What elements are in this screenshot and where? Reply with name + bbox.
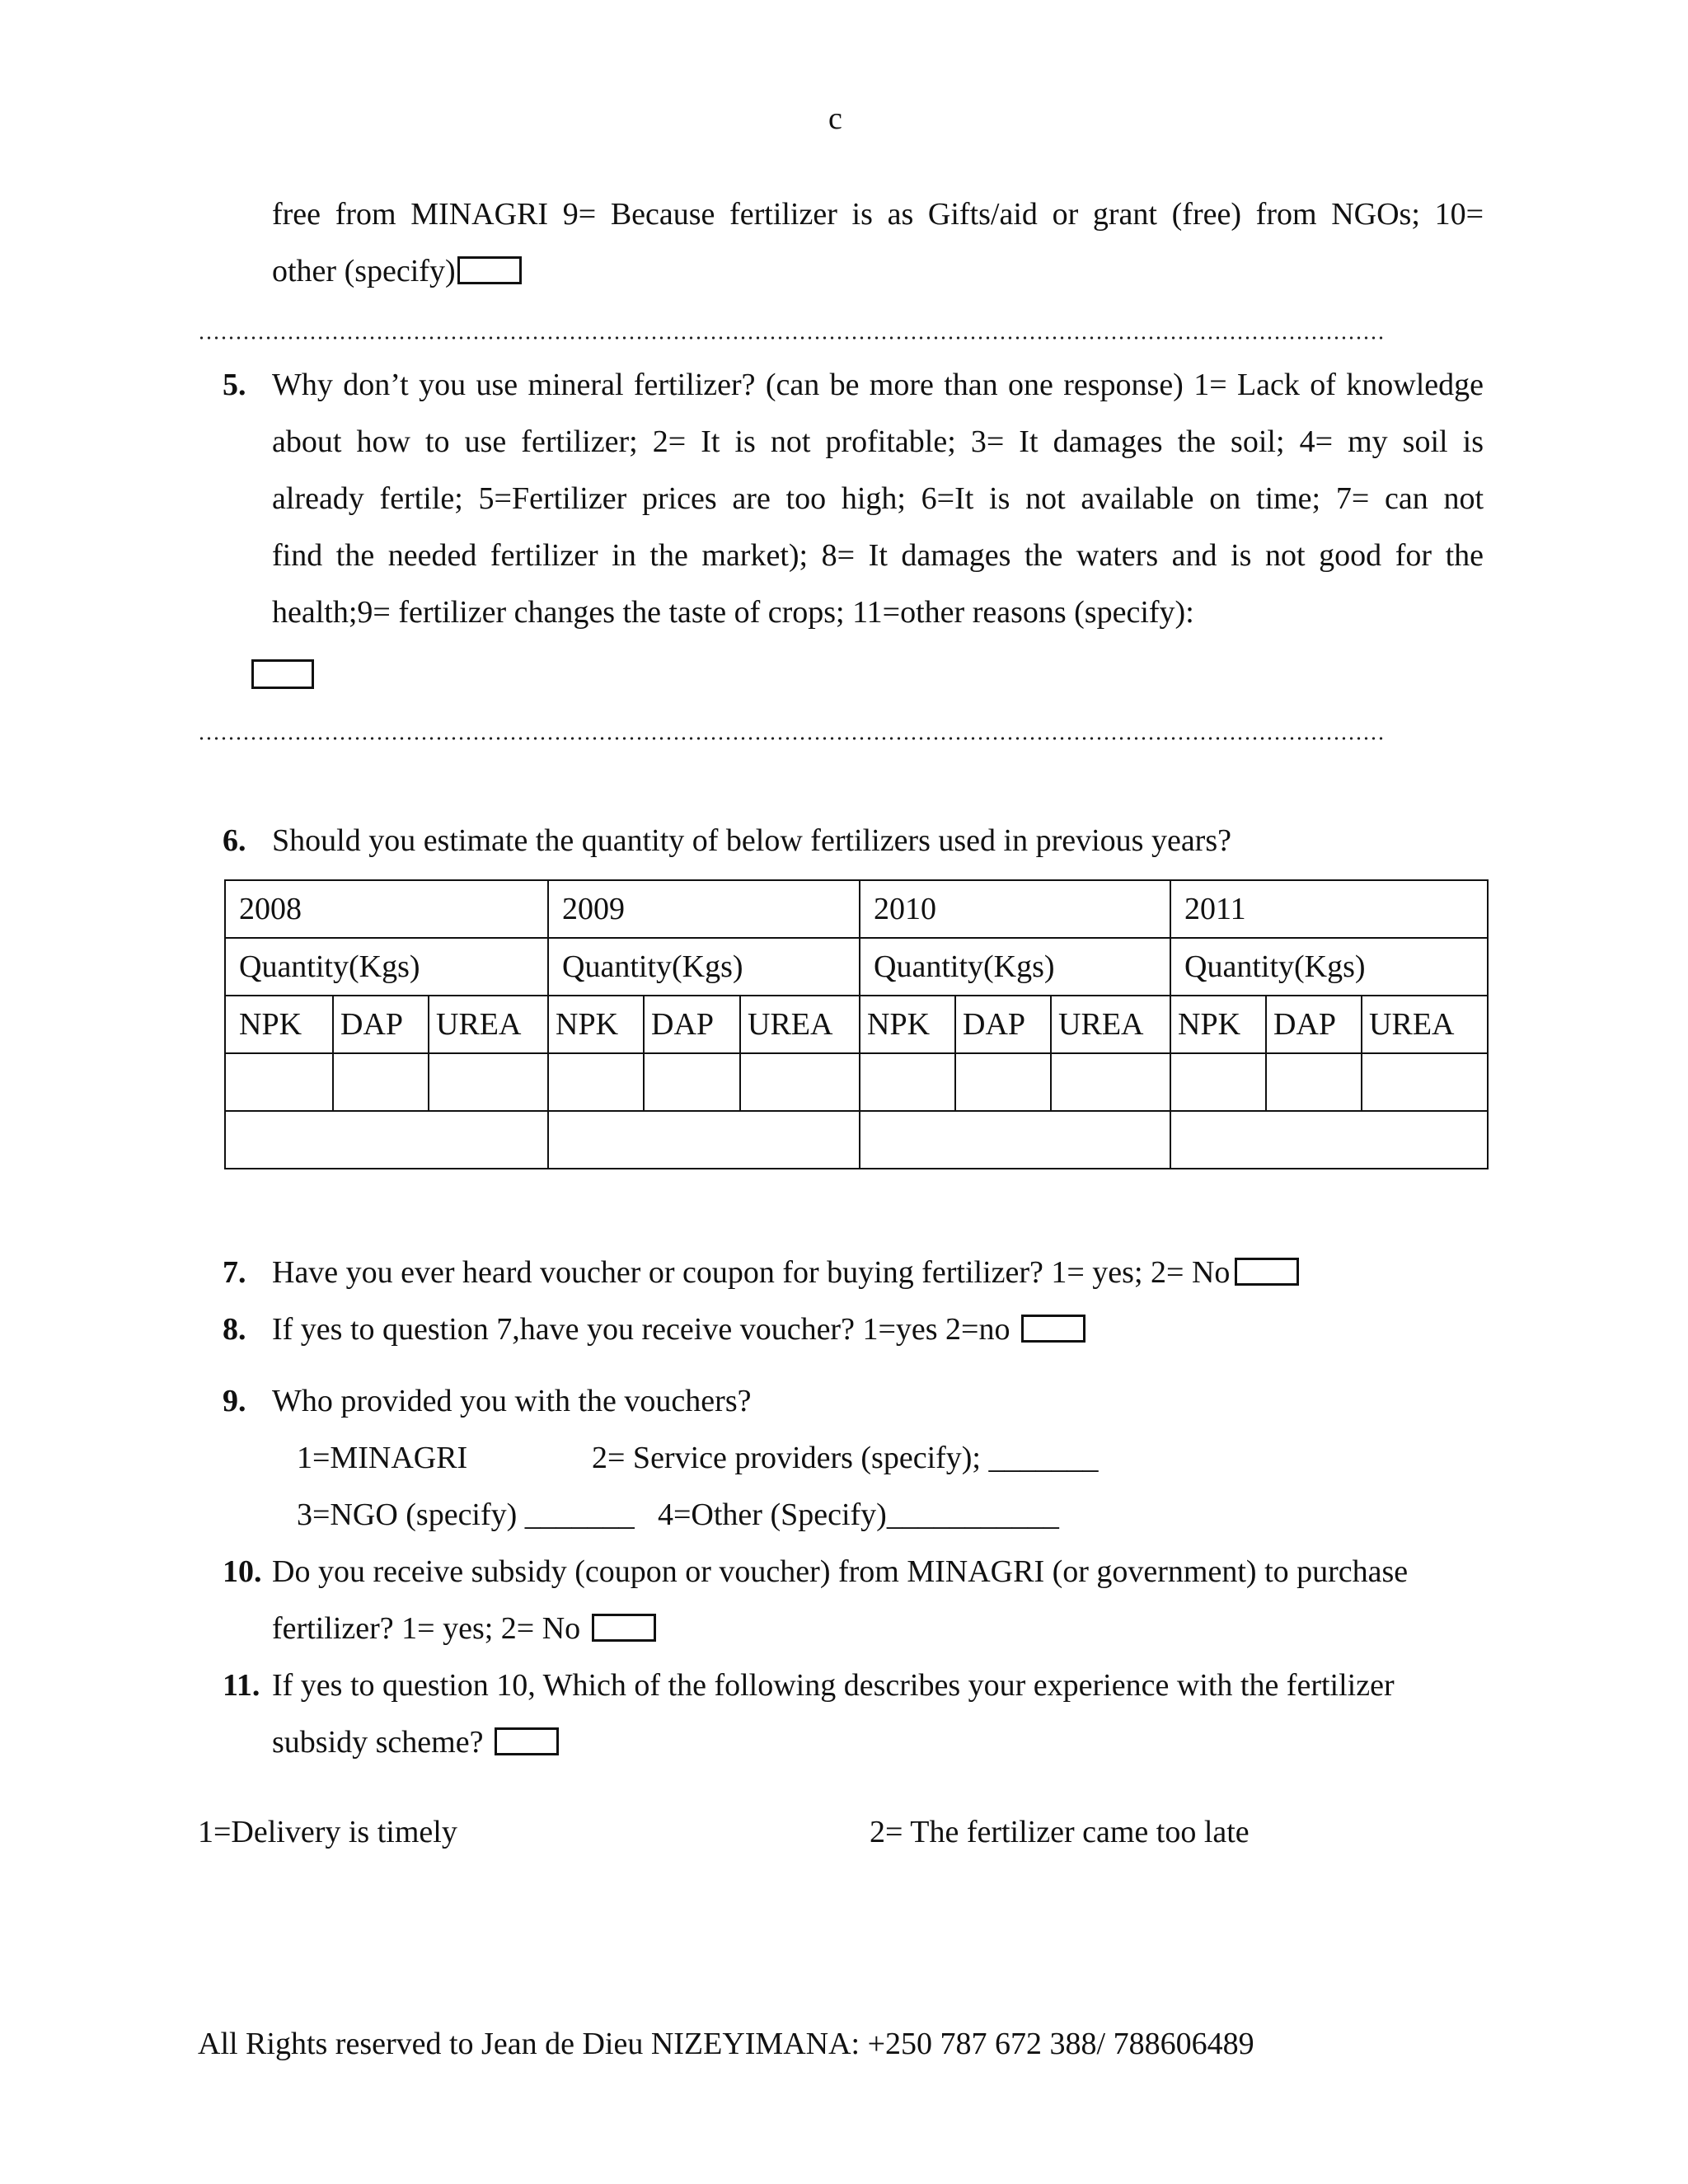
entry-cell[interactable] xyxy=(860,1053,955,1111)
q5-answer-box[interactable] xyxy=(251,659,314,689)
unit-2011: Quantity(Kgs) xyxy=(1170,938,1488,996)
q5-number: 5. xyxy=(223,368,246,402)
q11-option-2: 2= The fertilizer came too late xyxy=(870,1815,1250,1849)
q10-line1: Do you receive subsidy (coupon or voucher) from MINAGRI (or government) to purchase xyxy=(272,1554,1409,1589)
q11-line2: subsidy scheme? xyxy=(272,1724,559,1760)
q5-line4: find the needed fertilizer in the market); 8= It damages the waters and is not good for the xyxy=(272,538,1484,573)
q5-line3: already fertile; 5=Fertilizer prices are too high; 6=It is not available on time; 7= can not xyxy=(272,481,1484,516)
q9-option-4: 4=Other (Specify)___________ xyxy=(658,1497,1059,1532)
q6-number: 6. xyxy=(223,823,246,858)
q8-number: 8. xyxy=(223,1312,246,1347)
type-npk: NPK xyxy=(548,996,644,1053)
q9-text: Who provided you with the vouchers? xyxy=(272,1384,752,1418)
q4-answer-box[interactable] xyxy=(457,256,522,284)
type-dap: DAP xyxy=(644,996,740,1053)
type-urea: UREA xyxy=(1051,996,1170,1053)
entry-cell[interactable] xyxy=(955,1053,1051,1111)
q7-line: Have you ever heard voucher or coupon for buying fertilizer? 1= yes; 2= No xyxy=(272,1254,1299,1291)
dotted-line-1 xyxy=(198,336,1385,340)
type-npk: NPK xyxy=(1170,996,1266,1053)
entry-cell[interactable] xyxy=(1170,1053,1266,1111)
q9-number: 9. xyxy=(223,1384,246,1418)
table-row-types xyxy=(225,996,1488,1053)
q11-line1: If yes to question 10, Which of the following describes your experience with the fertilizer xyxy=(272,1668,1395,1703)
q8-line: If yes to question 7,have you receive voucher? 1=yes 2=no xyxy=(272,1311,1085,1347)
type-dap: DAP xyxy=(1266,996,1362,1053)
q5-line1: Why don’t you use mineral fertilizer? (can be more than one response) 1= Lack of knowledge xyxy=(272,368,1484,402)
type-dap: DAP xyxy=(333,996,429,1053)
q6-text: Should you estimate the quantity of below fertilizers used in previous years? xyxy=(272,823,1231,858)
entry-cell[interactable] xyxy=(1362,1053,1488,1111)
entry-cell[interactable] xyxy=(333,1053,429,1111)
total-cell[interactable] xyxy=(548,1111,860,1169)
type-urea: UREA xyxy=(1362,996,1488,1053)
footer-copyright: All Rights reserved to Jean de Dieu NIZEYIMANA: +250 787 672 388/ 788606489 xyxy=(198,2027,1254,2061)
dotted-line-2 xyxy=(198,737,1385,740)
entry-cell[interactable] xyxy=(225,1053,333,1111)
type-urea: UREA xyxy=(429,996,548,1053)
q9-option-2: 2= Service providers (specify); _______ xyxy=(592,1441,1099,1475)
table-row-total xyxy=(225,1111,1488,1169)
q11-option-1: 1=Delivery is timely xyxy=(198,1815,457,1849)
table-row-entry xyxy=(225,1053,1488,1111)
page-header-mark: c xyxy=(828,101,842,136)
unit-2010: Quantity(Kgs) xyxy=(860,938,1170,996)
year-2008: 2008 xyxy=(225,880,548,938)
type-npk: NPK xyxy=(860,996,955,1053)
q11-answer-box[interactable] xyxy=(495,1727,559,1755)
unit-2008: Quantity(Kgs) xyxy=(225,938,548,996)
total-cell[interactable] xyxy=(1170,1111,1488,1169)
table-row-units xyxy=(225,938,1488,996)
table-row-years xyxy=(225,880,1488,938)
entry-cell[interactable] xyxy=(1266,1053,1362,1111)
type-dap: DAP xyxy=(955,996,1051,1053)
fertilizer-quantity-table xyxy=(224,879,1489,1169)
entry-cell[interactable] xyxy=(548,1053,644,1111)
year-2011: 2011 xyxy=(1170,880,1488,938)
q4-continued-line1: free from MINAGRI 9= Because fertilizer is as Gifts/aid or grant (free) from NGOs; 10= xyxy=(272,197,1484,232)
entry-cell[interactable] xyxy=(1051,1053,1170,1111)
unit-2009: Quantity(Kgs) xyxy=(548,938,860,996)
q7-number: 7. xyxy=(223,1255,246,1290)
type-npk: NPK xyxy=(225,996,333,1053)
q5-line5: health;9= fertilizer changes the taste of crops; 11=other reasons (specify): xyxy=(272,595,1194,630)
entry-cell[interactable] xyxy=(429,1053,548,1111)
total-cell[interactable] xyxy=(860,1111,1170,1169)
year-2009: 2009 xyxy=(548,880,860,938)
q10-number: 10. xyxy=(223,1554,262,1589)
q5-line2: about how to use fertilizer; 2= It is not profitable; 3= It damages the soil; 4= my soil is xyxy=(272,424,1484,459)
q11-number: 11. xyxy=(223,1668,260,1703)
entry-cell[interactable] xyxy=(740,1053,860,1111)
q7-answer-box[interactable] xyxy=(1235,1258,1299,1286)
q10-line2: fertilizer? 1= yes; 2= No xyxy=(272,1610,656,1647)
q9-option-1: 1=MINAGRI xyxy=(297,1441,468,1475)
entry-cell[interactable] xyxy=(644,1053,740,1111)
q10-answer-box[interactable] xyxy=(592,1614,656,1642)
q8-answer-box[interactable] xyxy=(1021,1315,1085,1343)
type-urea: UREA xyxy=(740,996,860,1053)
year-2010: 2010 xyxy=(860,880,1170,938)
total-cell[interactable] xyxy=(225,1111,548,1169)
q9-option-3: 3=NGO (specify) _______ xyxy=(297,1497,635,1532)
q4-continued-line2: other (specify) xyxy=(272,253,522,289)
